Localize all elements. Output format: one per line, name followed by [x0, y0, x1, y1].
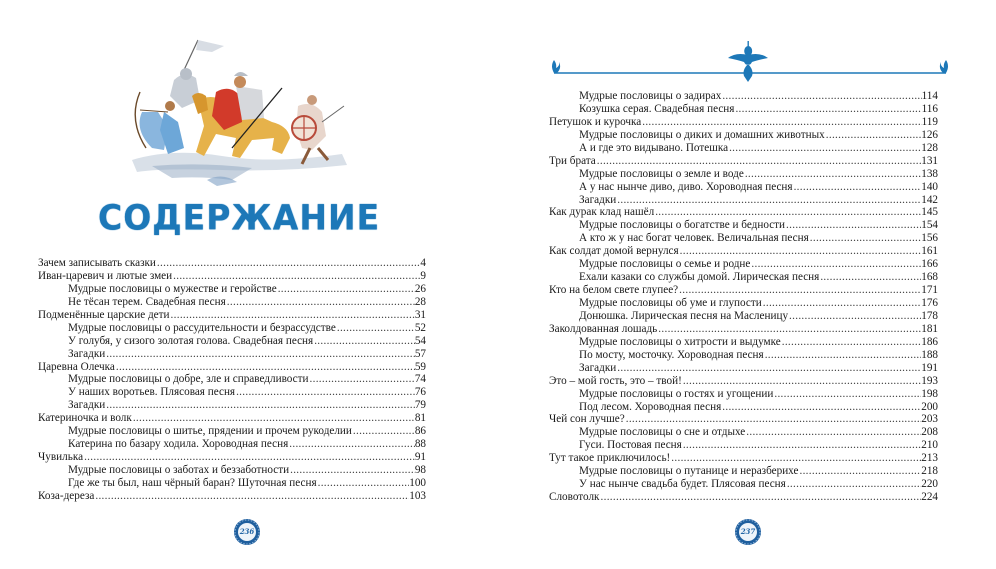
toc-entry[interactable] [549, 491, 938, 504]
toc-entry-page: 210 [921, 439, 938, 452]
toc-entry-title: Мудрые пословицы о шитье, прядении и прочем рукоделии [68, 425, 352, 438]
toc-entry-title: У наших воротьев. Плясовая песня [68, 386, 236, 399]
leader-dots [722, 401, 921, 414]
toc-entry-page: 128 [921, 141, 938, 154]
toc-entry-page: 168 [921, 271, 938, 284]
leader-dots [745, 168, 921, 181]
toc-entry[interactable] [38, 257, 426, 270]
toc-entry-title: Зачем записывать сказки [38, 257, 156, 269]
toc-entry[interactable] [549, 375, 938, 388]
toc-entry-page: 188 [921, 348, 938, 361]
leader-dots [826, 129, 921, 142]
toc-list-right [549, 90, 938, 504]
toc-entry[interactable] [549, 452, 938, 465]
toc-entry-page: 88 [414, 438, 426, 451]
toc-entry[interactable] [38, 438, 426, 451]
leader-dots [763, 297, 921, 310]
toc-entry[interactable] [38, 464, 426, 477]
toc-entry-page: 161 [921, 245, 938, 258]
leader-dots [106, 348, 415, 361]
toc-entry[interactable] [549, 310, 938, 323]
leader-dots [617, 362, 921, 375]
toc-entry[interactable] [549, 401, 938, 414]
toc-entry-title: Мудрые пословицы о земле и воде [579, 167, 744, 180]
toc-entry-page: 203 [921, 413, 938, 426]
toc-entry[interactable] [38, 270, 426, 283]
toc-entry[interactable] [549, 465, 938, 478]
toc-entry-page: 57 [414, 347, 426, 360]
toc-entry-page: 142 [921, 193, 938, 206]
toc-entry-title: Петушок и курочка [549, 115, 642, 128]
toc-entry-title: Ехали казаки со службы домой. Лирическая песня [579, 271, 820, 284]
toc-entry-title: Это – мой гость, это – твой! [549, 374, 682, 387]
toc-entry-page: 176 [921, 297, 938, 309]
toc-entry-title: Мудрые пословицы о сне и отдыхе [579, 426, 746, 439]
leader-dots [642, 116, 921, 129]
leader-dots [679, 284, 921, 297]
leader-dots [173, 270, 420, 283]
toc-entry-title: Мудрые пословицы о мужестве и геройстве [68, 282, 277, 295]
leader-dots [157, 257, 420, 270]
toc-entry-page: 100 [409, 476, 426, 489]
toc-entry[interactable] [549, 219, 938, 232]
leader-dots [794, 181, 922, 194]
toc-entry[interactable] [38, 477, 426, 490]
toc-entry-page: 181 [921, 322, 938, 335]
toc-entry[interactable] [549, 194, 938, 207]
toc-entry[interactable] [38, 283, 426, 296]
toc-entry-page: 218 [921, 465, 938, 478]
leader-dots [746, 426, 921, 439]
toc-entry[interactable] [38, 309, 426, 322]
toc-entry[interactable] [549, 388, 938, 401]
toc-entry[interactable] [549, 362, 938, 375]
toc-entry-page: 213 [921, 452, 938, 465]
toc-entry-title: Загадки [579, 193, 617, 206]
leader-dots [789, 310, 921, 323]
leader-dots [106, 399, 415, 412]
toc-entry[interactable] [38, 373, 426, 386]
leader-dots [133, 412, 415, 425]
toc-entry-title: Чей сон лучше? [549, 413, 625, 426]
toc-entry-title: Катериночка и волк [38, 412, 132, 425]
toc-entry-title: Не тёсан терем. Свадебная песня [68, 295, 226, 308]
toc-entry[interactable] [549, 142, 938, 155]
leader-dots [786, 219, 921, 232]
toc-entry-title: Иван-царевич и лютые змеи [38, 269, 173, 282]
leader-dots [227, 296, 415, 309]
page-number: 237 [740, 527, 756, 536]
toc-entry-title: Коза-дереза [38, 489, 95, 502]
toc-entry[interactable] [549, 90, 938, 103]
toc-entry-page: 114 [921, 90, 938, 102]
leader-dots [774, 388, 921, 401]
toc-entry-page: 4 [420, 257, 426, 269]
leader-dots [683, 375, 921, 388]
toc-entry[interactable] [549, 232, 938, 245]
toc-entry-page: 171 [921, 284, 938, 297]
toc-entry-page: 145 [921, 206, 938, 219]
toc-entry[interactable] [549, 323, 938, 336]
leader-dots [765, 349, 922, 362]
toc-entry[interactable] [549, 297, 938, 310]
leader-dots [782, 336, 922, 349]
toc-entry-title: Мудрые пословицы о диких и домашних животных [579, 128, 825, 141]
toc-entry-title: Словотолк [549, 491, 600, 504]
toc-entry-page: 156 [921, 232, 938, 245]
leader-dots [278, 283, 415, 296]
leader-dots [735, 103, 921, 116]
toc-entry-page: 81 [414, 412, 426, 425]
toc-entry[interactable] [38, 425, 426, 438]
toc-entry-page: 86 [414, 425, 426, 438]
toc-entry-page: 54 [414, 334, 426, 347]
toc-entry-title: Мудрые пословицы о добре, зле и справедливости [68, 373, 309, 386]
toc-entry-title: Загадки [68, 347, 106, 360]
toc-entry-title: А у нас нынче диво, диво. Хороводная песня [579, 180, 793, 193]
toc-entry-title: Как дурак клад нашёл [549, 206, 655, 219]
toc-entry[interactable] [38, 386, 426, 399]
toc-entry[interactable] [549, 168, 938, 181]
toc-entry[interactable] [38, 490, 426, 503]
toc-entry-page: 76 [414, 386, 426, 399]
toc-entry-page: 91 [414, 451, 426, 464]
toc-entry[interactable] [549, 413, 938, 426]
leader-dots [751, 258, 921, 271]
toc-entry-page: 198 [921, 387, 938, 400]
page-number-badge [232, 517, 262, 547]
leader-dots [236, 386, 415, 399]
toc-entry[interactable] [549, 181, 938, 194]
toc-entry-title: Как солдат домой вернулся [549, 245, 679, 258]
leader-dots [626, 413, 922, 426]
leader-dots [671, 452, 921, 465]
leader-dots [729, 142, 921, 155]
toc-entry-title: А и где это видывано. Потешка [579, 141, 729, 154]
toc-entry-page: 52 [414, 321, 426, 334]
toc-entry-title: Катерина по базару ходила. Хороводная песня [68, 438, 289, 451]
toc-entry-title: Мудрые пословицы о семье и родне [579, 258, 751, 271]
toc-entry[interactable] [549, 439, 938, 452]
leader-dots [799, 465, 921, 478]
leader-dots [289, 438, 415, 451]
leader-dots [314, 335, 415, 348]
leader-dots [655, 206, 921, 219]
page-title: СОДЕРЖАНИЕ [98, 197, 381, 238]
toc-entry-page: 74 [414, 373, 426, 386]
leader-dots [617, 194, 921, 207]
toc-entry[interactable] [38, 451, 426, 464]
toc-entry[interactable] [549, 206, 938, 219]
toc-entry-title: По мосту, мосточку. Хороводная песня [579, 348, 764, 361]
toc-entry[interactable] [549, 116, 938, 129]
leader-dots [318, 477, 410, 490]
toc-entry[interactable] [38, 296, 426, 309]
toc-entry-page: 224 [921, 491, 938, 504]
toc-entry[interactable] [38, 322, 426, 335]
toc-entry[interactable] [549, 284, 938, 297]
warriors-illustration [112, 30, 362, 188]
toc-entry-title: Мудрые пословицы о хитрости и выдумке [579, 335, 781, 348]
toc-entry-title: Где же ты был, наш чёрный баран? Шуточная песня [68, 476, 317, 489]
toc-entry-page: 166 [921, 258, 938, 271]
toc-entry-page: 154 [921, 219, 938, 232]
toc-entry-page: 79 [414, 399, 426, 412]
toc-entry-title: Заколдованная лошадь [549, 322, 658, 335]
toc-entry-page: 28 [414, 295, 426, 308]
leader-dots [810, 232, 921, 245]
toc-entry-title: Три брата [549, 154, 596, 167]
toc-entry[interactable] [549, 336, 938, 349]
toc-entry[interactable] [549, 155, 938, 168]
page-number: 236 [239, 527, 255, 536]
toc-entry-title: Загадки [579, 361, 617, 374]
leader-dots [290, 464, 415, 477]
leader-dots [680, 245, 922, 258]
leader-dots [310, 373, 415, 386]
toc-entry-page: 126 [921, 128, 938, 141]
toc-entry[interactable] [38, 335, 426, 348]
toc-entry-page: 140 [921, 180, 938, 193]
toc-entry-title: Мудрые пословицы о гостях и угощении [579, 387, 774, 400]
leader-dots [95, 490, 409, 503]
leader-dots [116, 361, 415, 374]
toc-entry[interactable] [549, 245, 938, 258]
toc-entry-page: 208 [921, 426, 938, 439]
toc-entry-title: Царевна Олечка [38, 360, 115, 373]
toc-entry[interactable] [38, 412, 426, 425]
toc-entry-title: Кто на белом свете глупее? [549, 284, 679, 297]
leader-dots [84, 451, 415, 464]
toc-entry-page: 138 [921, 167, 938, 180]
toc-entry-title: Мудрые пословицы о заботах и беззаботности [68, 464, 290, 476]
toc-entry[interactable] [549, 478, 938, 491]
toc-entry[interactable] [549, 426, 938, 439]
toc-entry-page: 131 [921, 154, 938, 167]
page-number-badge [733, 517, 763, 547]
toc-entry-title: Козушка серая. Свадебная песня [579, 102, 735, 115]
toc-entry[interactable] [38, 348, 426, 361]
leader-dots [722, 90, 921, 103]
leader-dots [337, 322, 415, 335]
ornamental-divider-icon [548, 38, 952, 88]
toc-entry-page: 119 [921, 115, 938, 128]
toc-entry[interactable] [549, 349, 938, 362]
toc-entry-page: 103 [409, 489, 426, 502]
leader-dots [171, 309, 415, 322]
toc-entry-page: 116 [921, 102, 938, 115]
toc-entry[interactable] [549, 258, 938, 271]
toc-entry-title: Тут такое приключилось! [549, 452, 671, 465]
toc-entry-title: Мудрые пословицы о богатстве и бедности [579, 219, 786, 232]
toc-entry[interactable] [549, 129, 938, 142]
toc-entry-title: У нас нынче свадьба будет. Плясовая песня [579, 478, 786, 491]
toc-entry-title: Гуси. Постовая песня [579, 439, 682, 452]
toc-entry-page: 98 [414, 464, 426, 476]
leader-dots [597, 155, 921, 168]
toc-entry-page: 31 [414, 308, 426, 321]
leader-dots [353, 425, 415, 438]
leader-dots [601, 491, 922, 504]
toc-entry[interactable] [38, 361, 426, 374]
toc-entry-page: 186 [921, 335, 938, 348]
toc-entry-title: Под лесом. Хороводная песня [579, 400, 722, 413]
leader-dots [820, 271, 921, 284]
toc-entry-title: Мудрые пословицы об уме и глупости [579, 297, 762, 309]
leader-dots [683, 439, 921, 452]
toc-entry-page: 200 [921, 400, 938, 413]
leader-dots [658, 323, 921, 336]
toc-entry-page: 26 [414, 282, 426, 295]
toc-entry-page: 59 [414, 360, 426, 373]
toc-list-left [38, 257, 426, 503]
toc-entry-page: 220 [921, 478, 938, 491]
leader-dots [787, 478, 921, 491]
toc-entry-title: А кто ж у нас богат человек. Величальная песня [579, 232, 809, 245]
toc-entry-title: Мудрые пословицы о задирах [579, 90, 722, 102]
toc-entry-title: Мудрые пословицы о путанице и неразберихе [579, 465, 799, 478]
toc-entry[interactable] [549, 271, 938, 284]
toc-entry-title: Подменённые царские дети [38, 308, 170, 321]
toc-entry-title: У голубя, у сизого золотая голова. Свадебная песня [68, 334, 314, 347]
toc-entry-title: Чувилька [38, 451, 84, 464]
toc-entry-title: Загадки [68, 399, 106, 412]
toc-entry-page: 191 [921, 361, 938, 374]
toc-entry-page: 193 [921, 374, 938, 387]
toc-entry-title: Донюшка. Лирическая песня на Масленицу [579, 309, 789, 322]
toc-entry-page: 178 [921, 309, 938, 322]
toc-entry[interactable] [549, 103, 938, 116]
toc-entry[interactable] [38, 399, 426, 412]
toc-entry-page: 9 [420, 269, 426, 282]
toc-entry-title: Мудрые пословицы о рассудительности и безрассудстве [68, 321, 336, 334]
